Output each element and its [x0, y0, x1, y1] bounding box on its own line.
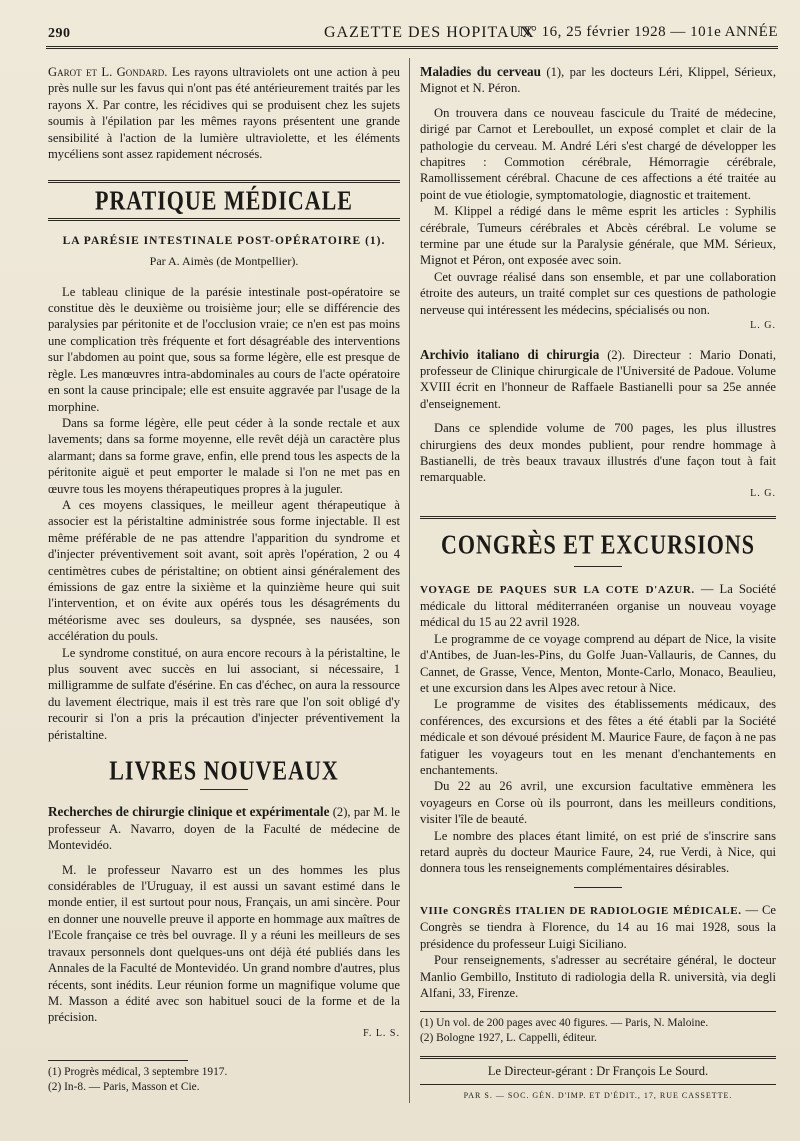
congress-paragraph: Pour renseignements, s'adresser au secrétaire général, le docteur Manlio Gembillo, Instituto di radiologia della R. università, via degli Alfani, 33, Firenze.: [420, 953, 776, 1000]
book-review: M. Klippel a rédigé dans le même esprit les articles : Syphilis cérébrale, Tumeurs cérébrales et Abcès cérébral. Le volume se termine par une étude sur la Paralysie générale, que MM. Sérieux, Mignot et Péron, ont exposée avec soin.: [420, 204, 776, 268]
column-divider: [409, 58, 410, 1103]
issue-date: N° 16, 25 février 1928 — 101e ANNÉE: [519, 24, 778, 40]
gerant-line: Le Directeur-gérant : Dr François Le Sourd.: [487, 1064, 709, 1079]
right-column: [420, 64, 776, 1104]
footer-rule: [420, 1056, 776, 1059]
footnote: (2) In-8. — Paris, Masson et Cie.: [48, 1081, 200, 1094]
footnote: (1) Un vol. de 200 pages avec 40 figures. — Paris, N. Maloine.: [420, 1017, 709, 1030]
intro-paragraph: Garot et L. Gondard. Les rayons ultraviolets ont une action à peu près nulle sur les favus qui n'ont pas été antérieurement traités par les rayons X. Par contre, les récidives qui se produisent chez les sujets soumis à l'épilation par les mêmes rayons présentent une grande sensibilité à l'action de la lumière ultraviolette, et les éléments mycéliens sont assez rapidement nécrosés.: [48, 65, 400, 162]
section-title-livres: LIVRES NOUVEAUX: [109, 754, 339, 786]
article-title: LA PARÉSIE INTESTINALE POST-OPÉRATOIRE (1).: [62, 234, 386, 247]
running-header: [48, 22, 778, 44]
left-column: [48, 64, 400, 1095]
page-number: 290: [48, 26, 71, 41]
trip-paragraph: Le nombre des places étant limité, on est prié de s'inscrire sans retard auprès du docteur Maurice Faure, 24, rue Verdi, à Nice, qui donnera tous les renseignements complémentaires désirables.: [420, 828, 776, 876]
short-rule: [200, 789, 248, 790]
article-paragraph: Dans sa forme légère, elle peut céder à la sonde rectale et aux lavements; dans sa forme moyenne, elle revêt déjà un caractère plus alarmant; dans sa forme grave, enfin, elle prend tous les aspects de la péritonite aiguë et peut emporter le malade si l'on ne met pas en œuvre tous les moyens thérapeutiques propres à la juguler.: [48, 415, 400, 496]
book-review: On trouvera dans ce nouveau fascicule du Traité de médecine, dirigé par Carnot et Lereboullet, un exposé complet et clair de la pathologie du cerveau. M. André Léri s'est chargé de développer les chapitres : Commotion cérébrale, Hémorragie cérébrale, Ramollissement cérébral. Chacune de ces affections a été traitée au point de vue étiologie, symptomatologie, diagnostic et traitement.: [420, 105, 776, 202]
printer-line: PAR S. — SOC. GÉN. D'IMP. ET D'ÉDIT., 17, RUE CASSETTE.: [463, 1090, 733, 1100]
section-title-congres: CONGRÈS ET EXCURSIONS: [440, 528, 755, 561]
header-rule: [46, 46, 778, 49]
congress-paragraph: VIIIe CONGRÈS ITALIEN DE RADIOLOGIE MÉDICALE. — Ce Congrès se tiendra à Florence, du 14 au 16 mai 1928, sous la présidence du professeur Luigi Siciliano.: [420, 902, 776, 951]
book-review: Cet ouvrage réalisé dans son ensemble, et par une collaboration étroite des auteurs, un traité complet sur ces questions de pathologie nerveuse qui intéressent les médecins, spécialisés ou non.: [420, 269, 776, 317]
book-entry: Maladies du cerveau (1), par les docteurs Léri, Klippel, Sérieux, Mignot et N. Péron.: [420, 64, 776, 96]
short-rule: [574, 887, 622, 888]
book-review: M. le professeur Navarro est un des hommes les plus considérables de l'Uruguay, il est aussi un savant estimé dans le monde entier, il est surtout pour nous, Français, un ami sincère. Pour en donner une nouvelle preuve il apporte en hommage aux maîtres de l'Ecole française ce très bel ouvrage. Il y a réuni les meilleurs de ses travaux personnels dont quelques-uns ont déjà été publiés dans les Annales de la Faculté de Montevidéo. Un grand nombre d'autres, plus récents, sont inédits. Leur réunion forme un magnifique volume que M. Masson a édité avec son habituel souci de la forme et de la précision.: [48, 862, 401, 1025]
trip-paragraph: VOYAGE DE PAQUES SUR LA COTE D'AZUR. — La Société médicale du littoral méditerranéen organise un nouveau voyage médical du 15 au 22 avril 1928.: [420, 581, 776, 630]
footnote: (2) Bologne 1927, L. Cappelli, éditeur.: [420, 1032, 597, 1045]
section-title-pratique: PRATIQUE MÉDICALE: [94, 185, 353, 217]
article-paragraph: A ces moyens classiques, le meilleur agent thérapeutique à associer est la péristaltine administrée sous forme injectable. Il est même préférable de ne pas attendre l'apparition du syndrome et d'injecter préventivement soit avant, soit après l'opération, 2 ou 4 centimètres cubes de péristaltine; on obtient ainsi généralement des émissions de gaz entre la sixième et la quinzième heure qui suit l'intervention, et on évite aux opérés tous les désagréments du météorisme avec ses douleurs, sa dyspnée, ses nausées, son accélération du pouls.: [48, 497, 400, 644]
trip-paragraph: Le programme de ce voyage comprend au départ de Nice, la visite d'Antibes, de Juan-les-Pins, du Golfe Juan-Vallauris, de Cannes, du Cannet, de Grasse, Vence, Menton, Monte-Carlo, Monaco, Beaulieu, et une excursion dans les Alpes avec retour à Nice.: [420, 631, 776, 695]
footnote: (1) Progrès médical, 3 septembre 1917.: [48, 1066, 228, 1079]
trip-paragraph: Le programme de visites des établissements médicaux, des conférences, des excursions et des fêtes a été établi par la Société médicale et son dévoué président M. Maurice Faure, de façon à ne pas fatiguer les voyageurs tout en les menant d'enchantements en enchantements.: [420, 697, 776, 778]
book-entry: Recherches de chirurgie clinique et expérimentale (2), par M. le professeur A. Navarro, doyen de la Faculté de médecine de Montevidéo.: [48, 804, 400, 853]
signature: F. L. S.: [363, 1027, 400, 1039]
article-author: Par A. Aimès (de Montpellier).: [149, 254, 299, 269]
book-review: Dans ce splendide volume de 700 pages, les plus illustres chirurgiens des deux mondes publient, pour rendre hommage à Bastianelli, de très beaux travaux illustrés d'une façon tout à fait remarquable.: [420, 421, 776, 485]
short-rule: [574, 566, 622, 567]
signature: L. G.: [750, 320, 776, 332]
journal-title: GAZETTE DES HOPITAUX: [324, 24, 535, 41]
signature: L. G.: [750, 487, 776, 499]
article-paragraph: Le syndrome constitué, on aura encore recours à la péristaltine, le plus souvent avec succès en lui associant, si nécessaire, 1 milligramme de sulfate d'ésérine. En cas d'échec, on aura la ressource du lavement électrique, mais il est très rare que l'on soit obligé d'y recourir si l'on a pris la précaution d'injecter préventivement la péristaltine.: [48, 645, 400, 742]
book-entry: Archivio italiano di chirurgia (2). Directeur : Mario Donati, professeur de Clinique chirurgicale de l'Université de Padoue. Volume XVIII écrit en l'honneur de Raffaele Bastianelli pour sa 25e année d'enseignement.: [420, 346, 776, 411]
trip-paragraph: Du 22 au 26 avril, une excursion facultative emmènera les voyageurs en Corse où ils pourront, dans les meilleurs conditions, visiter l'île de beauté.: [420, 779, 776, 827]
article-paragraph: Le tableau clinique de la parésie intestinale post-opératoire se constitue dès le deuxième ou troisième jour; elle se différencie des paralysies par péritonite et de l'occlusion vraie; ce n'en est pas moins une complication très fréquente et fort désagréable des interventions sur l'abdomen au point que, sous sa forme légère, elle est presque de règle. Les manœuvres intra-abdominales au cours de l'acte opératoire en sont la cause principale; elle est ensuite aggravée par l'usage de la morphine.: [48, 284, 400, 414]
